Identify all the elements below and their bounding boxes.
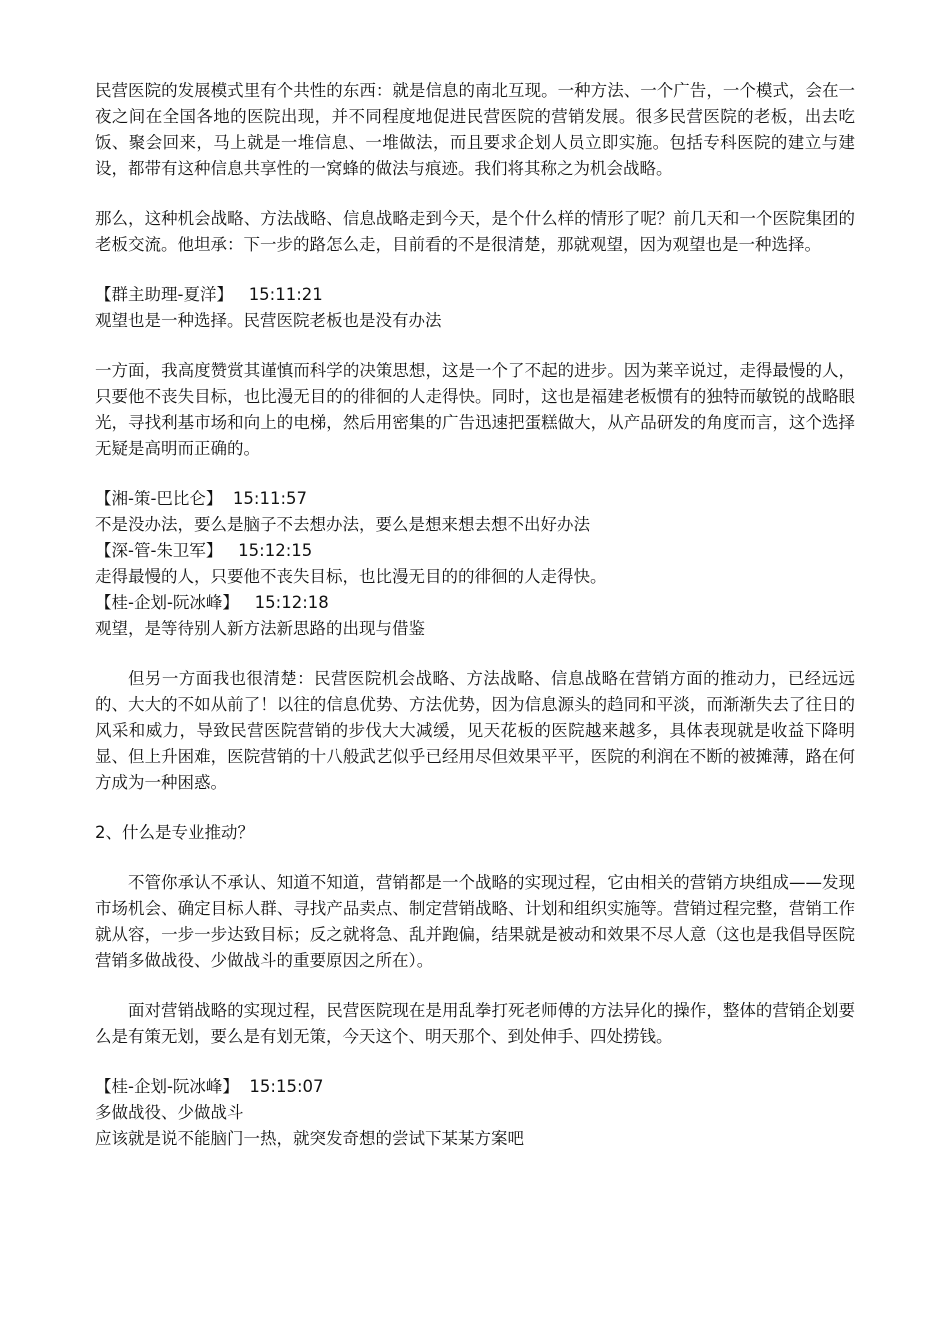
chat-message-header: 【群主助理-夏洋】 15:11:21 <box>95 285 323 304</box>
paragraph-current-practice: 面对营销战略的实现过程，民营医院现在是用乱拳打死老师傅的方法异化的操作，整体的营销企划要么是有策无划，要么是有划无策，今天这个、明天那个、到处伸手、四处捞钱。 <box>95 1001 855 1046</box>
chat-message-header: 【桂-企划-阮冰峰】 15:15:07 <box>95 1077 324 1096</box>
chat-message-text: 走得最慢的人，只要他不丧失目标，也比漫无目的的徘徊的人走得快。 <box>95 567 607 586</box>
chat-message-header: 【桂-企划-阮冰峰】 15:12:18 <box>95 593 329 612</box>
chat-message-text: 多做战役、少做战斗 <box>95 1103 244 1122</box>
chat-message-3 <box>95 538 855 590</box>
chat-message-text: 观望也是一种选择。民营医院老板也是没有办法 <box>95 311 442 330</box>
chat-message-header: 【深-管-朱卫军】 15:12:15 <box>95 541 313 560</box>
paragraph-praise: 一方面，我高度赞赏其谨慎而科学的决策思想，这是一个了不起的进步。因为莱辛说过，走得最慢的人，只要他不丧失目标，也比漫无目的的徘徊的人走得快。同时，这也是福建老板惯有的独特而敏锐的战略眼光，寻找利基市场和向上的电梯，然后用密集的广告迅速把蛋糕做大，从产品研发的角度而言，这个选择无疑是高明而正确的。 <box>95 361 855 458</box>
chat-message-2 <box>95 486 855 538</box>
chat-message-text: 观望，是等待别人新方法新思路的出现与借鉴 <box>95 619 425 638</box>
document-body <box>95 78 855 1152</box>
chat-message-4 <box>95 590 855 642</box>
chat-message-5 <box>95 1074 855 1152</box>
paragraph-decline: 但另一方面我也很清楚：民营医院机会战略、方法战略、信息战略在营销方面的推动力，已经远远的、大大的不如从前了！以往的信息优势、方法优势，因为信息源头的趋同和平淡，而渐渐失去了往日的风采和威力，导致民营医院营销的步伐大大减缓，见天花板的医院越来越多，具体表现就是收益下降明显、但上升困难，医院营销的十八般武艺似乎已经用尽但效果平平，医院的利润在不断的被摊薄，路在何方成为一种困惑。 <box>95 669 855 792</box>
chat-message-1 <box>95 282 855 334</box>
chat-message-text: 不是没办法，要么是脑子不去想办法，要么是想来想去想不出好办法 <box>95 515 590 534</box>
chat-message-header: 【湘-策-巴比仑】 15:11:57 <box>95 489 308 508</box>
section-heading: 2、什么是专业推动？ <box>95 823 254 842</box>
paragraph-intro: 民营医院的发展模式里有个共性的东西：就是信息的南北互现。一种方法、一个广告，一个模式，会在一夜之间在全国各地的医院出现，并不同程度地促进民营医院的营销发展。很多民营医院的老板，出去吃饭、聚会回来，马上就是一堆信息、一堆做法，而且要求企划人员立即实施。包括专科医院的建立与建设，都带有这种信息共享性的一窝蜂的做法与痕迹。我们将其称之为机会战略。 <box>95 81 855 178</box>
paragraph-opportunity-strategy: 那么，这种机会战略、方法战略、信息战略走到今天，是个什么样的情形了呢？前几天和一个医院集团的老板交流。他坦承：下一步的路怎么走，目前看的不是很清楚，那就观望，因为观望也是一种选择。 <box>95 209 855 254</box>
chat-message-text: 应该就是说不能脑门一热，就突发奇想的尝试下某某方案吧 <box>95 1129 524 1148</box>
paragraph-marketing-process: 不管你承认不承认、知道不知道，营销都是一个战略的实现过程，它由相关的营销方块组成——发现市场机会、确定目标人群、寻找产品卖点、制定营销战略、计划和组织实施等。营销过程完整，营销工作就从容，一步一步达致目标；反之就将急、乱并跑偏，结果就是被动和效果不尽人意（这也是我倡导医院营销多做战役、少做战斗的重要原因之所在）。 <box>95 873 855 970</box>
